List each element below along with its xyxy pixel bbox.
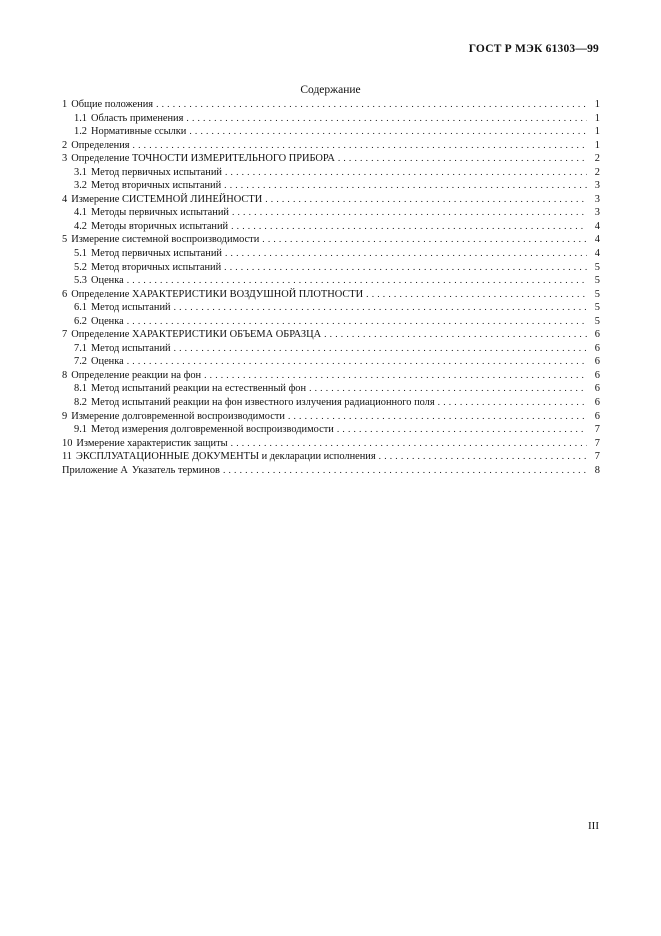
toc-entry-page: 7 xyxy=(594,424,600,436)
toc-entry[interactable] xyxy=(62,247,600,261)
toc-entry-label xyxy=(62,152,335,166)
toc-leader-dots xyxy=(324,329,587,343)
toc-entry-text: Нормативные ссылки xyxy=(91,126,187,138)
toc-entry-number: 9.1 xyxy=(74,424,87,436)
document-standard-header: ГОСТ Р МЭК 61303—99 xyxy=(468,43,599,55)
toc-entry-text: Определение ХАРАКТЕРИСТИКИ ОБЪЕМА ОБРАЗЦА xyxy=(71,329,322,341)
toc-entry-text: Указатель терминов xyxy=(131,464,220,476)
toc-entry-number: 4.1 xyxy=(74,207,87,219)
toc-entry-page: 6 xyxy=(594,329,600,341)
toc-leader-dots xyxy=(337,424,587,438)
toc-entry-text: Оценка xyxy=(91,315,124,327)
toc-leader-dots xyxy=(224,180,587,194)
toc-leader-dots xyxy=(231,438,587,452)
toc-entry-label xyxy=(74,261,221,275)
toc-entry-page: 1 xyxy=(594,139,600,151)
toc-entry-text: Определение ХАРАКТЕРИСТИКИ ВОЗДУШНОЙ ПЛОТНОСТИ xyxy=(71,288,364,300)
toc-entry-number: 1 xyxy=(62,99,68,110)
toc-entry-number: 11 xyxy=(62,451,73,463)
toc-leader-dots xyxy=(186,113,587,127)
toc-entry-number: 4.2 xyxy=(74,220,87,232)
toc-entry-text: Метод испытаний xyxy=(91,302,171,314)
toc-entry-label xyxy=(74,206,229,220)
toc-entry-page: 4 xyxy=(594,248,600,260)
toc-entry-label xyxy=(74,301,171,315)
toc-entry[interactable] xyxy=(62,369,600,383)
toc-entry-page: 4 xyxy=(594,220,600,232)
toc-entry-number: 5.3 xyxy=(74,275,87,287)
toc-entry-page: 6 xyxy=(594,397,600,409)
toc-entry-label xyxy=(62,98,153,112)
toc-entry-number: 6 xyxy=(62,288,68,300)
toc-entry[interactable] xyxy=(62,98,600,112)
toc-leader-dots xyxy=(265,194,587,208)
toc-entry-text: Измерение характеристик защиты xyxy=(76,437,228,449)
table-of-contents xyxy=(62,98,600,477)
toc-entry-page: 6 xyxy=(594,356,600,368)
toc-leader-dots xyxy=(288,411,587,425)
toc-entry-number: 1.1 xyxy=(74,112,87,124)
toc-entry-label xyxy=(62,410,285,424)
toc-entry-label xyxy=(74,125,186,139)
toc-entry[interactable] xyxy=(62,342,600,356)
toc-leader-dots xyxy=(189,126,587,140)
toc-entry[interactable] xyxy=(62,410,600,424)
toc-entry-text: Метод первичных испытаний xyxy=(91,248,222,260)
toc-entry-text: Метод испытаний xyxy=(91,342,171,354)
toc-entry-text: Определение реакции на фон xyxy=(71,369,202,381)
toc-entry-page: 5 xyxy=(594,275,600,287)
toc-entry-text: Метод испытаний реакции на естественный фон xyxy=(91,383,307,395)
toc-entry-number: 7.2 xyxy=(74,356,87,368)
toc-entry[interactable] xyxy=(62,288,600,302)
toc-entry-text: Определения xyxy=(71,139,130,151)
toc-entry-page: 5 xyxy=(594,261,600,273)
toc-leader-dots xyxy=(309,383,587,397)
toc-leader-dots xyxy=(438,397,587,411)
toc-leader-dots xyxy=(225,167,587,181)
toc-entry-text: Измерение долговременной воспроизводимости xyxy=(71,410,285,422)
toc-entry-label xyxy=(62,369,201,383)
toc-entry-text: Метод первичных испытаний xyxy=(91,166,222,178)
toc-entry-label xyxy=(74,382,306,396)
toc-leader-dots xyxy=(262,234,587,248)
toc-entry-label xyxy=(74,166,222,180)
toc-entry-page: 3 xyxy=(594,180,600,192)
toc-entry[interactable] xyxy=(62,382,600,396)
toc-entry-page: 5 xyxy=(594,302,600,314)
toc-entry-number: 1.2 xyxy=(74,126,87,138)
toc-leader-dots xyxy=(379,451,587,465)
toc-leader-dots xyxy=(232,207,587,221)
toc-entry-number: 4 xyxy=(62,193,68,205)
toc-entry-label xyxy=(62,464,220,478)
toc-entry-text: Оценка xyxy=(91,356,124,368)
toc-entry-label xyxy=(62,437,228,451)
toc-entry-label xyxy=(74,179,221,193)
toc-entry-number: 8 xyxy=(62,369,68,381)
toc-entry-label xyxy=(74,274,124,288)
toc-leader-dots xyxy=(225,248,587,262)
toc-leader-dots xyxy=(338,153,587,167)
toc-entry-text: Определение ТОЧНОСТИ ИЗМЕРИТЕЛЬНОГО ПРИБОРА xyxy=(71,153,335,165)
toc-entry-label xyxy=(74,112,183,126)
toc-entry-label xyxy=(62,193,262,207)
toc-entry[interactable] xyxy=(62,112,600,126)
toc-entry-text: ЭКСПЛУАТАЦИОННЫЕ ДОКУМЕНТЫ и декларации исполнения xyxy=(76,451,376,463)
toc-entry-label xyxy=(62,288,363,302)
toc-entry-number: 10 xyxy=(62,437,73,449)
toc-entry-text: Метод испытаний реакции на фон известного излучения радиационного поля xyxy=(91,397,435,409)
toc-leader-dots xyxy=(156,99,587,113)
toc-entry-number: 2 xyxy=(62,139,68,151)
toc-entry[interactable] xyxy=(62,328,600,342)
toc-entry-page: 6 xyxy=(594,383,600,395)
toc-leader-dots xyxy=(223,465,587,479)
toc-leader-dots xyxy=(174,343,587,357)
toc-entry-number: 5.1 xyxy=(74,248,87,260)
toc-leader-dots xyxy=(127,316,587,330)
toc-entry-number: 6.1 xyxy=(74,302,87,314)
toc-entry[interactable] xyxy=(62,423,600,437)
toc-leader-dots xyxy=(174,302,587,316)
toc-entry-text: Метод измерения долговременной воспроизводимости xyxy=(91,424,334,436)
toc-entry-text: Измерение системной воспроизводимости xyxy=(71,234,260,246)
toc-entry-label xyxy=(62,328,321,342)
toc-entry[interactable] xyxy=(62,437,600,451)
toc-entry-number: 8.1 xyxy=(74,383,87,395)
toc-entry-label xyxy=(62,233,259,247)
toc-entry[interactable] xyxy=(62,139,600,153)
toc-entry-number: 6.2 xyxy=(74,315,87,327)
toc-entry[interactable] xyxy=(62,152,600,166)
toc-entry[interactable] xyxy=(62,193,600,207)
toc-entry-page: 1 xyxy=(594,126,600,138)
toc-entry[interactable] xyxy=(62,125,600,139)
toc-leader-dots xyxy=(224,262,587,276)
toc-entry[interactable] xyxy=(62,233,600,247)
toc-entry-text: Метод вторичных испытаний xyxy=(91,180,222,192)
toc-entry[interactable] xyxy=(62,206,600,220)
toc-title: Содержание xyxy=(300,84,361,96)
toc-entry-number: Приложение А xyxy=(62,464,128,476)
toc-entry-page: 6 xyxy=(594,342,600,354)
toc-leader-dots xyxy=(127,275,587,289)
toc-entry-page: 3 xyxy=(594,207,600,219)
toc-entry[interactable] xyxy=(62,355,600,369)
toc-entry-text: Область применения xyxy=(91,112,184,124)
toc-entry[interactable] xyxy=(62,450,600,464)
toc-entry-number: 5 xyxy=(62,234,68,246)
toc-entry-text: Измерение СИСТЕМНОЙ ЛИНЕЙНОСТИ xyxy=(71,193,263,205)
toc-entry-number: 9 xyxy=(62,410,68,422)
toc-leader-dots xyxy=(127,356,587,370)
toc-leader-dots xyxy=(231,221,587,235)
toc-entry-number: 8.2 xyxy=(74,397,87,409)
toc-entry-label xyxy=(62,139,130,153)
toc-entry[interactable] xyxy=(62,315,600,329)
toc-entry-page: 5 xyxy=(594,315,600,327)
toc-entry-page: 4 xyxy=(594,234,600,246)
toc-entry-label xyxy=(74,220,228,234)
toc-entry-number: 3.2 xyxy=(74,180,87,192)
page-number: III xyxy=(588,820,599,832)
toc-entry-page: 6 xyxy=(594,369,600,381)
toc-entry-label xyxy=(62,450,376,464)
toc-leader-dots xyxy=(366,289,587,303)
toc-entry-page: 2 xyxy=(594,166,600,178)
toc-leader-dots xyxy=(204,370,587,384)
toc-entry-label xyxy=(74,423,334,437)
toc-entry[interactable] xyxy=(62,396,600,410)
toc-leader-dots xyxy=(133,140,587,154)
toc-entry-text: Общие положения xyxy=(71,99,154,110)
toc-entry-label xyxy=(74,396,435,410)
toc-entry-page: 7 xyxy=(594,437,600,449)
toc-entry-text: Оценка xyxy=(91,275,124,287)
toc-entry-number: 7.1 xyxy=(74,342,87,354)
toc-entry-text: Методы вторичных испытаний xyxy=(91,220,229,232)
toc-entry[interactable] xyxy=(62,464,600,478)
toc-entry-label xyxy=(74,342,171,356)
toc-entry-page: 1 xyxy=(594,112,600,124)
toc-entry-page: 2 xyxy=(594,153,600,165)
toc-entry-page: 1 xyxy=(594,99,600,110)
toc-entry-page: 8 xyxy=(594,464,600,476)
toc-entry[interactable] xyxy=(62,261,600,275)
toc-entry-page: 7 xyxy=(594,451,600,463)
toc-entry-page: 3 xyxy=(594,193,600,205)
toc-entry[interactable] xyxy=(62,274,600,288)
toc-entry-number: 5.2 xyxy=(74,261,87,273)
toc-entry[interactable] xyxy=(62,301,600,315)
toc-entry-text: Методы первичных испытаний xyxy=(91,207,229,219)
toc-entry[interactable] xyxy=(62,220,600,234)
toc-entry-label xyxy=(74,355,124,369)
toc-entry[interactable] xyxy=(62,166,600,180)
toc-entry-label xyxy=(74,247,222,261)
toc-entry-label xyxy=(74,315,124,329)
toc-entry-page: 6 xyxy=(594,410,600,422)
toc-entry[interactable] xyxy=(62,179,600,193)
toc-entry-number: 3.1 xyxy=(74,166,87,178)
toc-entry-number: 3 xyxy=(62,153,68,165)
toc-entry-text: Метод вторичных испытаний xyxy=(91,261,222,273)
toc-entry-page: 5 xyxy=(594,288,600,300)
toc-entry-number: 7 xyxy=(62,329,68,341)
